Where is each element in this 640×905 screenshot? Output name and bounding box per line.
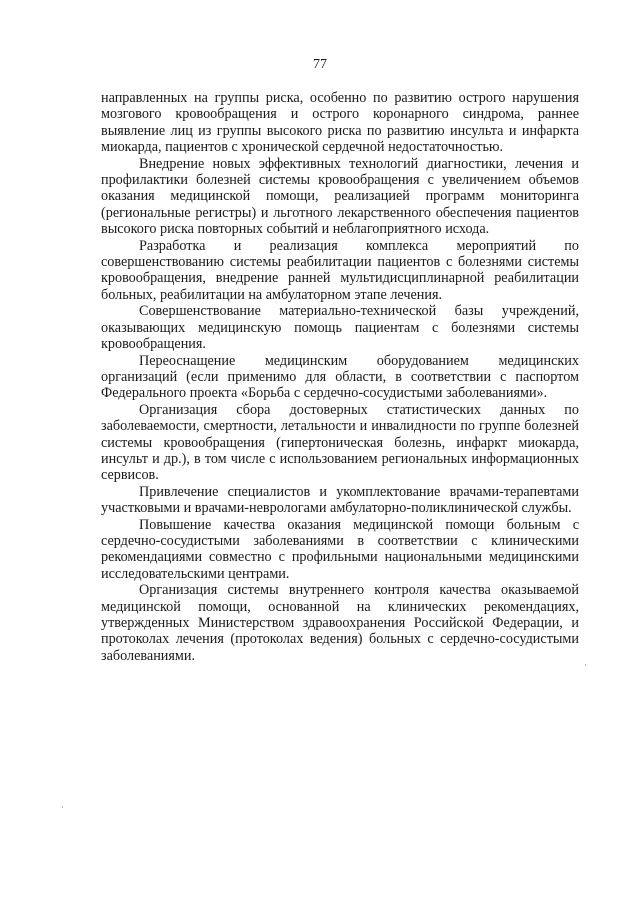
paragraph-1: направленных на группы риска, особенно по развитию острого нарушения мозгового кровообращения и острого коронарного синдрома, раннее выявление лиц из группы высокого риска по развитию инсульта и инфаркта миокарда, пациентов с хронической сердечной недостаточностью. [101,90,579,156]
scan-artifact [62,806,63,808]
paragraph-6: Организация сбора достоверных статистических данных по заболеваемости, смертности, летальности и инвалидности по группе болезней системы кровообращения (гипертоническая болезнь, инфаркт миокарда, инсульт и др.), в том числе с использованием региональных информационных сервисов. [101,401,579,484]
document-body [101,90,579,664]
page-number: 77 [313,57,327,72]
paragraph-5: Переоснащение медицинским оборудованием медицинских организаций (если применимо для области, в соответствии с паспортом Федерального проекта «Борьба с сердечно-сосудистыми заболеваниями». [101,352,579,402]
paragraph-4: Совершенствование материально-технической базы учреждений, оказывающих медицинскую помощь пациентам с болезнями системы кровообращения. [101,303,579,353]
scan-artifact [585,664,586,666]
paragraph-8: Повышение качества оказания медицинской помощи больным с сердечно-сосудистыми заболеваниями в соответствии с клиническими рекомендациями совместно с профильными национальными медицинскими исследовательскими центрами. [101,516,579,582]
paragraph-9: Организация системы внутреннего контроля качества оказываемой медицинской помощи, основанной на клинических рекомендациях, утвержденных Министерством здравоохранения Российской Федерации, и протоколах лечения (протоколах ведения) больных с сердечно-сосудистыми заболеваниями. [101,582,579,664]
paragraph-7: Привлечение специалистов и укомплектование врачами-терапевтами участковыми и врачами-неврологами амбулаторно-поликлинической службы. [101,483,579,517]
paragraph-3: Разработка и реализация комплекса мероприятий по совершенствованию системы реабилитации пациентов с болезнями системы кровообращения, внедрение ранней мультидисциплинарной реабилитации больных, реабилитации на амбулаторном этапе лечения. [101,237,579,303]
paragraph-2: Внедрение новых эффективных технологий диагностики, лечения и профилактики болезней системы кровообращения с увеличением объемов оказания медицинской помощи, реализацией программ мониторинга (региональные регистры) и льготного лекарственного обеспечения пациентов высокого риска повторных событий и неблагоприятного исхода. [101,155,579,238]
